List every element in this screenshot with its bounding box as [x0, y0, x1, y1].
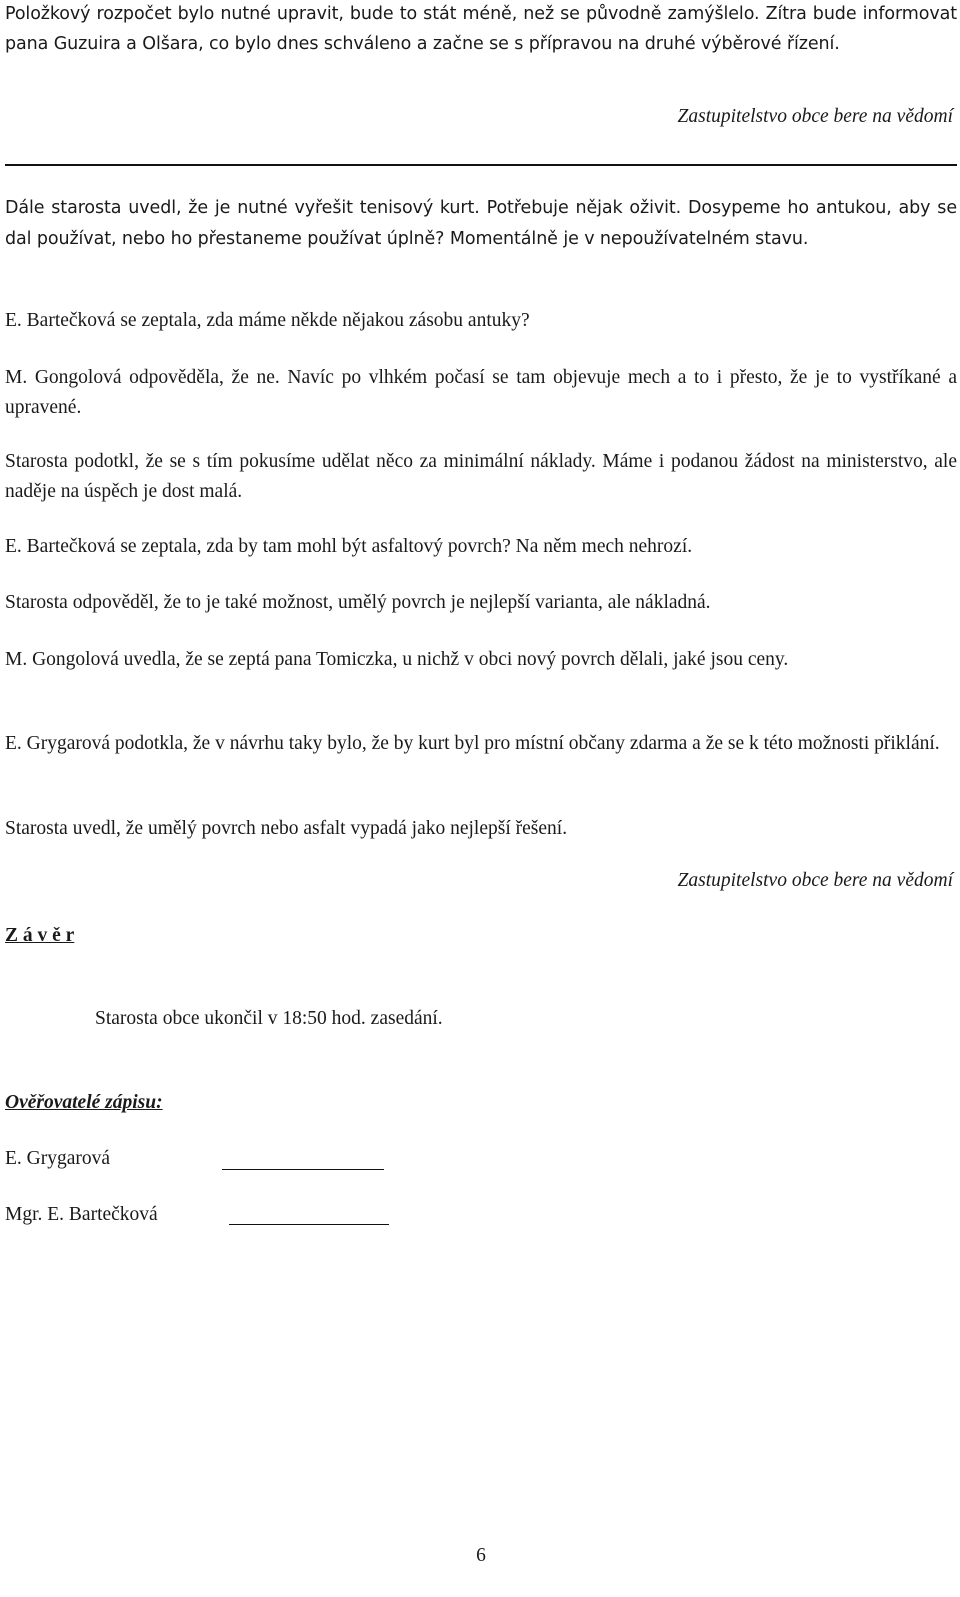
verifier-name-2: Mgr. E. Bartečková [5, 1204, 158, 1225]
tennis-paragraph-9: Starosta uvedl, že umělý povrch nebo asfalt vypadá jako nejlepší řešení. [5, 818, 568, 839]
tennis-paragraph-1 [5, 193, 957, 254]
signature-line-1 [222, 1169, 384, 1170]
section-divider [5, 164, 957, 166]
signature-line-2 [229, 1224, 389, 1225]
tennis-paragraph-8: E. Grygarová podotkla, že v návrhu taky bylo, že by kurt byl pro místní občany zdarma a že se k této možnosti přiklání. [5, 733, 940, 754]
tennis-paragraph-7: M. Gongolová uvedla, že se zeptá pana Tomiczka, u nichž v obci nový povrch dělali, jaké jsou ceny. [5, 649, 789, 670]
tennis-paragraph-2: E. Bartečková se zeptala, zda máme někde nějakou zásobu antuky? [5, 310, 530, 331]
verifier-name-1: E. Grygarová [5, 1148, 111, 1169]
tennis-p1-text-c: Momentálně je v nepoužívatelném stavu. [444, 228, 809, 249]
tennis-paragraph-6: Starosta odpověděl, že to je také možnost, umělý povrch je nejlepší varianta, ale nákladná. [5, 592, 711, 613]
tennis-paragraph-3 [5, 363, 957, 422]
tennis-p1-text-b: Potřebuje nějak oživit. Dosypeme ho antukou, aby se dal používat, nebo ho přestaneme používat úplně? [5, 198, 957, 249]
verifiers-heading: Ověřovatelé zápisu: [5, 1092, 163, 1113]
tennis-p1-text-a: Dále starosta uvedl, že je nutné vyřešit tenisový kurt. [5, 198, 480, 218]
document-page [5, 0, 957, 1597]
tennis-paragraph-5: E. Bartečková se zeptala, zda by tam mohl být asfaltový povrch? Na něm mech nehrozí. [5, 536, 693, 557]
resolution-note-2: Zastupitelstvo obce bere na vědomí [677, 870, 953, 891]
resolution-note-1: Zastupitelstvo obce bere na vědomí [677, 106, 953, 127]
tennis-p3-text-a: M. Gongolová odpověděla, že ne. [5, 367, 280, 388]
intro-text: Položkový rozpočet bylo nutné upravit, bude to stát méně, než se původně zamýšlelo. Zítra bude informovat pana Guzuira a Olšara, co bylo dnes schváleno a začne se s přípravou na druhé výběrové řízení. [5, 4, 957, 54]
conclusion-heading: Z á v ě r [5, 925, 75, 946]
conclusion-text: Starosta obce ukončil v 18:50 hod. zasedání. [95, 1008, 443, 1029]
tennis-p3-text-b: Navíc po vlhkém počasí se tam objevuje mech a to i přesto, že je to vystříkané a upravené. [5, 367, 957, 418]
page-number: 6 [476, 1545, 486, 1566]
intro-paragraph [5, 0, 957, 59]
tennis-paragraph-4: Starosta podotkl, že se s tím pokusíme udělat něco za minimální náklady. Máme i podanou žádost na ministerstvo, ale naděje na úspěch je dost malá. [5, 451, 957, 502]
